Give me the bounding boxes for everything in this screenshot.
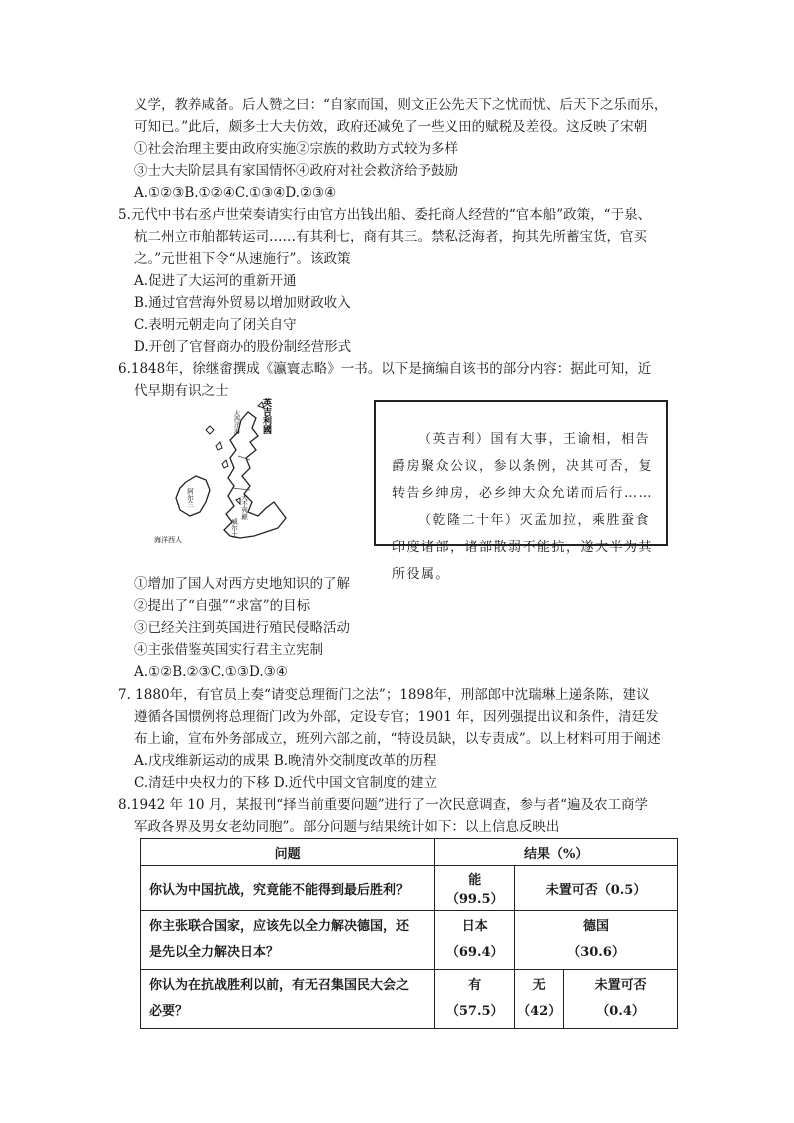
q5-option-b: B.通过官营海外贸易以增加财政收入 (134, 295, 351, 311)
quote-paragraph-1: （英吉利）国有大事，王谕相，相告爵房聚众公议，参以条例，决其可否，复转告乡绅房，必乡绅大众允诺而后行…… (392, 432, 654, 501)
row3-question-line-2: 必要？ (149, 1004, 189, 1019)
row1-answer-yes: 能（99.5） (435, 866, 515, 911)
q4-options-line-2: ③士大夫阶层具有家国情怀④政府对社会救济给予鼓励 (134, 163, 458, 179)
survey-table (140, 838, 678, 1029)
q5-text-line-3: 之。”元世祖下令“从速施行”。该政策 (134, 251, 351, 267)
row3-answer-yes (435, 970, 515, 1029)
row2-question (141, 911, 435, 970)
q6-item-3: ③已经关注到英国进行殖民侵略活动 (134, 620, 350, 636)
row3-answer-undecided (564, 970, 678, 1029)
map-label-inner: 大不列颠 (240, 494, 248, 520)
q4-options-line-1: ①社会治理主要由政府实施②宗族的救助方式较为多样 (134, 141, 458, 157)
quote-paragraph-2: （乾隆二十年）灭孟加拉，乘胜蚕食印度诸部，诸部散弱不能抗，遂大半为其所役属。 (392, 513, 654, 582)
q5-option-c: C.表明元朝走向了闭关自守 (134, 317, 297, 333)
q7-text-line-2: 遵循各国惯例将总理衙门改为外部，定设专官；1901 年，因列强提出议和条件，清廷发 (134, 709, 659, 725)
row2-answer-japan (435, 911, 515, 970)
row3-undecided-value: （0.4） (596, 1004, 645, 1019)
row2-question-line-2: 是先以全力解决日本？ (149, 945, 280, 960)
row2-germany-label: 德国 (583, 919, 610, 934)
header-question: 问题 (141, 839, 435, 866)
row3-no-value: （42） (517, 1004, 562, 1019)
q5-option-d: D.开创了官督商办的股份制经营形式 (134, 339, 352, 355)
row3-yes-value: （57.5） (445, 1004, 504, 1019)
row1-answer-undecided: 未置可否（0.5） (515, 866, 678, 911)
row2-germany-value: （30.6） (567, 945, 625, 960)
q6-item-2: ②提出了“自强”“求富”的目标 (134, 598, 311, 614)
britain-map (146, 390, 356, 550)
q5-option-a: A.促进了大运河的重新开通 (134, 273, 297, 289)
q4-choices: A.①②③B.①②④C.①③④D.②③④ (134, 185, 337, 201)
q4-text-line-1: 义学，教养咸备。后人赞之曰：“自家而国，则文正公先天下之忧而忧、后天下之乐而乐， (134, 97, 668, 113)
q6-item-1: ①增加了国人对西方史地知识的了解 (134, 576, 350, 592)
header-result: 结果（%） (435, 839, 678, 866)
q6-text-line-2: 代早期有识之士 (134, 383, 229, 399)
row3-question (141, 970, 435, 1029)
map-label-bottom: 海洋西人 (154, 536, 182, 544)
row1-question: 你认为中国抗战，究竟能不能得到最后胜利？ (141, 866, 435, 911)
q7-options-line-2: C.清廷中央权力的下移 D.近代中国文官制度的建立 (134, 775, 438, 791)
map-label-south: 威尔士 (230, 518, 238, 538)
table-row (141, 866, 678, 911)
row3-yes-label: 有 (468, 978, 482, 993)
q7-text-line-3: 布上谕，宣布外务部成立，班列六部之前，“特设员缺，以专责成”。以上材料可用于阐述 (134, 731, 661, 747)
q4-text-line-2: 可知已。”此后，颇多士大夫仿效，政府还减免了一些义田的赋税及差役。这反映了宋朝 (134, 119, 648, 135)
quote-box (374, 400, 668, 582)
row2-answer-germany (515, 911, 678, 970)
map-label-west: 阿尔兰 (186, 488, 194, 508)
row3-answer-no (515, 970, 564, 1029)
q6-text-line-1: 6.1848年，徐继畬撰成《瀛寰志略》一书。以下是摘编自该书的部分内容：据此可知，近 (118, 361, 652, 377)
q6-item-4: ④主张借鉴英国实行君主立宪制 (134, 642, 323, 658)
row2-question-line-1: 你主张联合国家，应该先以全力解决德国，还 (149, 919, 410, 934)
q8-text-line-2: 军政各界及男女老幼同胞”。部分问题与结果统计如下：以上信息反映出 (134, 819, 560, 835)
table-header-row (141, 839, 678, 866)
row3-question-line-1: 你认为在抗战胜利以前，有无召集国民大会之 (149, 978, 410, 993)
table-row (141, 970, 678, 1029)
row2-japan-label: 日本 (461, 919, 488, 934)
table-row (141, 911, 678, 970)
q7-options-line-1: A.戊戌维新运动的成果 B.晚清外交制度改革的历程 (134, 753, 437, 769)
row3-no-label: 无 (532, 978, 546, 993)
q6-choices: A.①②B.②③C.①③D.③④ (134, 664, 288, 680)
q8-text-line-1: 8.1942 年 10 月，某报刊“择当前重要问题”进行了一次民意调查，参与者“遍及农工商学 (118, 797, 648, 813)
row2-japan-value: （69.4） (445, 945, 504, 960)
q7-text-line-1: 7. 1880年，有官员上奏“请变总理衙门之法”；1898年，刑部郎中沈瑞琳上递条陈，建议 (118, 687, 650, 703)
map-title: 英吉利國 (261, 398, 271, 434)
map-label-sea: 大西洋海 (232, 410, 240, 434)
row3-undecided-label: 未置可否 (594, 978, 647, 993)
q5-text-line-1: 5.元代中书右丞卢世荣奏请实行由官方出钱出船、委托商人经营的“官本船”政策，“于泉、 (118, 207, 652, 223)
q5-text-line-2: 杭二州立市舶都转运司……有其利七，商有其三。禁私泛海者，拘其先所蓄宝货，官买 (134, 229, 647, 245)
